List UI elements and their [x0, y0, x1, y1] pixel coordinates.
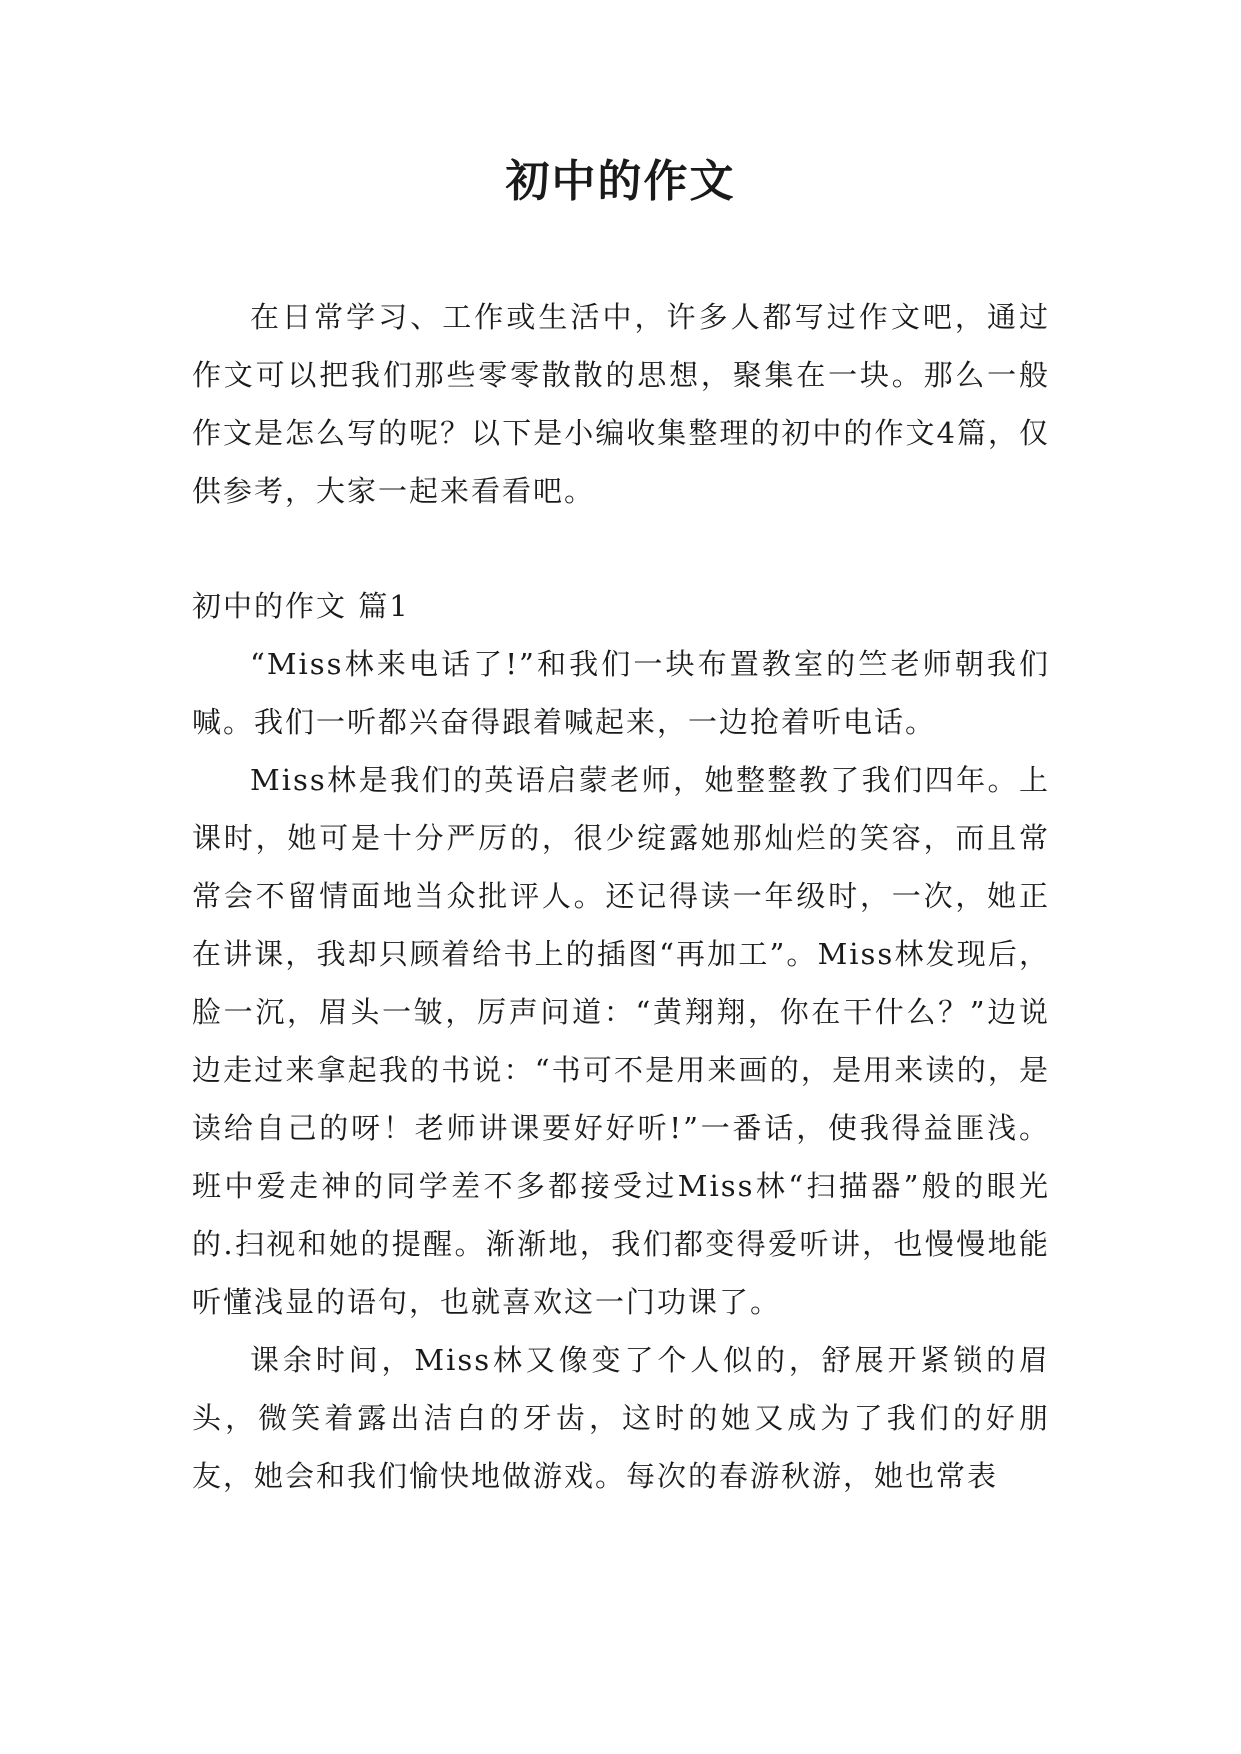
- intro-block: [192, 288, 1050, 520]
- intro-paragraph: 在日常学习、工作或生活中，许多人都写过作文吧，通过作文可以把我们那些零零散散的思想，聚集在一块。那么一般作文是怎么写的呢？以下是小编收集整理的初中的作文4篇，仅供参考，大家一起来看看吧。: [192, 300, 1050, 508]
- article-body: [192, 635, 1050, 1505]
- page-title: 初中的作文: [505, 156, 736, 207]
- article-paragraph: Miss林是我们的英语启蒙老师，她整整教了我们四年。上课时，她可是十分严厉的，很少绽露她那灿烂的笑容，而且常常会不留情面地当众批评人。还记得读一年级时，一次，她正在讲课，我却只顾着给书上的插图“再加工”。Miss林发现后，脸一沉，眉头一皱，厉声问道：“黄翔翔，你在干什么？”边说边走过来拿起我的书说：“书可不是用来画的，是用来读的，是读给自己的呀！老师讲课要好好听!”一番话，使我得益匪浅。班中爱走神的同学差不多都接受过Miss林“扫描器”般的眼光的.扫视和她的提醒。渐渐地，我们都变得爱听讲，也慢慢地能听懂浅显的语句，也就喜欢这一门功课了。: [192, 763, 1050, 1319]
- article-paragraph: “Miss林来电话了!”和我们一块布置教室的竺老师朝我们喊。我们一听都兴奋得跟着喊起来，一边抢着听电话。: [192, 647, 1050, 739]
- section-heading: 初中的作文 篇1: [192, 589, 410, 623]
- article-paragraph: 课余时间，Miss林又像变了个人似的，舒展开紧锁的眉头，微笑着露出洁白的牙齿，这时的她又成为了我们的好朋友，她会和我们愉快地做游戏。每次的春游秋游，她也常表: [192, 1343, 1050, 1493]
